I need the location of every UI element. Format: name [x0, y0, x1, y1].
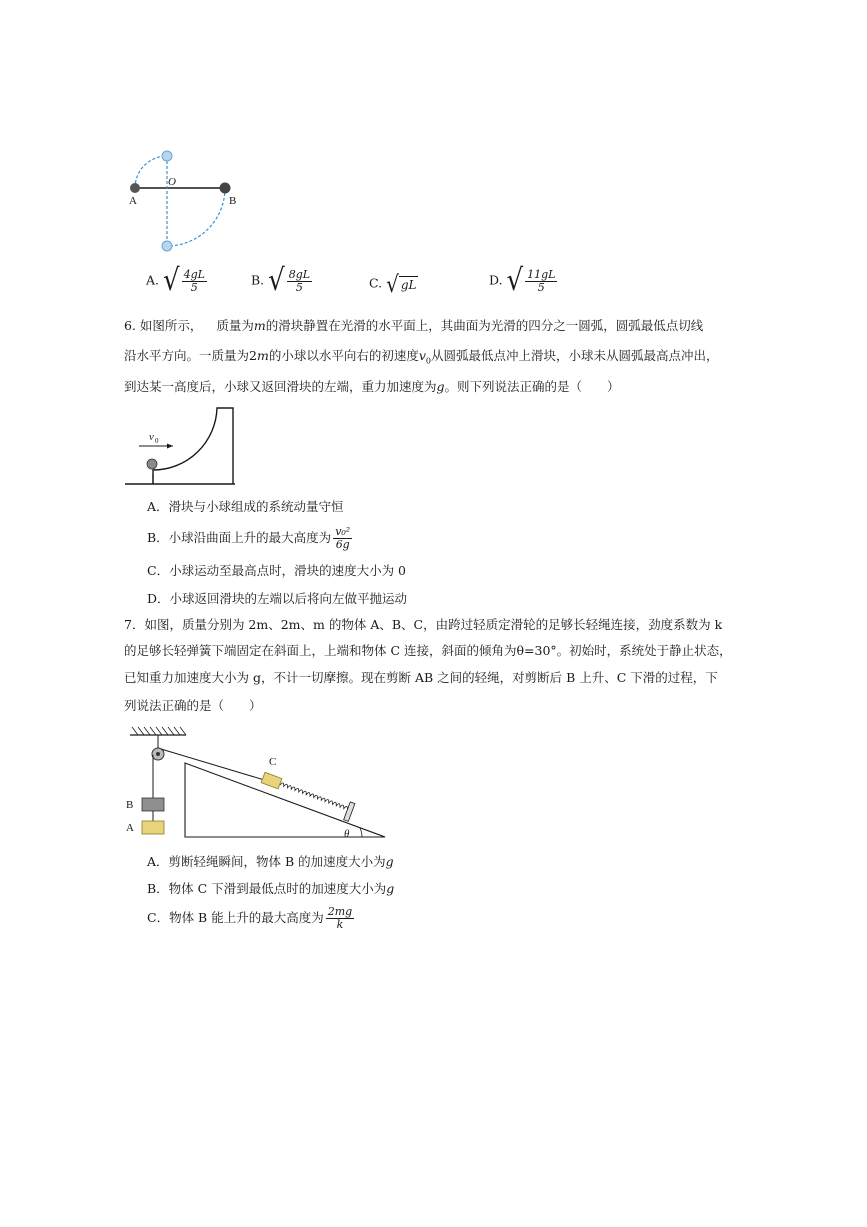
- q5-option-b: B. √ $\frac{8gL}{5}$: [251, 263, 311, 299]
- rotation-figure-drawing: [130, 151, 231, 251]
- label-c-block: C: [269, 756, 277, 768]
- sqrt-expression: √ $\frac{11gL}{5}$: [506, 263, 556, 299]
- q5-option-d: D. √ $\frac{11gL}{5}$: [489, 263, 556, 299]
- q6-stem-line-3: 到达某一高度后，小球又返回滑块的左端，重力加速度为g。则下列说法正确的是（ ）: [124, 379, 620, 394]
- label-v0: v: [149, 431, 154, 443]
- q5-option-a: A. √ $\frac{4gL}{5}$: [146, 263, 205, 299]
- label-a-block: A: [126, 822, 134, 834]
- q7-option-b: B．物体 C 下滑到最低点时的加速度大小为g: [147, 881, 395, 896]
- slider-block-drawing: [125, 408, 235, 484]
- sqrt-expression: √ $\frac{4gL}{5}$: [163, 263, 205, 299]
- q6-stem-line-2: 沿水平方向。一质量为2m的小球以水平向右的初速度$v_0$从圆弧最低点冲上滑块，小球未从圆弧最高点冲出，: [124, 348, 719, 366]
- label-a: A: [129, 195, 137, 207]
- q7-stem-line-3: 已知重力加速度大小为 g，不计一切摩擦。现在剪断 AB 之间的轻绳，对剪断后 B 上升、C 下滑的过程，下: [124, 670, 718, 685]
- q6-option-a: A．滑块与小球组成的系统动量守恒: [147, 499, 344, 514]
- incline-pulley-drawing: [130, 727, 388, 837]
- q5-option-c: C. √ gL: [369, 270, 417, 298]
- q7-stem-line-4: 列说法正确的是（ ）: [124, 698, 262, 713]
- q6-option-d: D．小球返回滑块的左端以后将向左做平抛运动: [147, 591, 408, 606]
- label-b: B: [229, 195, 237, 207]
- q7-option-c: C．物体 B 能上升的最大高度为 $\frac{2mg}{k}$: [147, 905, 353, 931]
- incline-pulley-figure: [126, 725, 395, 845]
- q7-stem-line-2: 的足够长轻弹簧下端固定在斜面上，上端和物体 C 连接，斜面的倾角为θ=30°。初始时，系统处于静止状态，: [124, 643, 732, 658]
- q6-option-b: B．小球沿曲面上升的最大高度为 $\frac{\text{v₀²}}{6g}$: [147, 525, 351, 551]
- label-v0-subscript: 0: [155, 437, 159, 445]
- q7-stem-line-1: 7．如图，质量分别为 2m、2m、m 的物体 A、B、C，由跨过轻质定滑轮的足够长轻绳连接，劲度系数为 k: [124, 617, 723, 632]
- q7-option-a: A．剪断轻绳瞬间，物体 B 的加速度大小为g: [147, 854, 394, 869]
- q6-option-c: C．小球运动至最高点时，滑块的速度大小为 0: [147, 563, 406, 578]
- sqrt-expression: √ $\frac{8gL}{5}$: [268, 263, 311, 299]
- label-b-block: B: [126, 799, 134, 811]
- q6-stem-line-1: 6. 如图所示， 质量为m的滑块静置在光滑的水平面上，其曲面为光滑的四分之一圆弧，圆弧最低点切线: [124, 318, 704, 333]
- label-o: O: [168, 176, 176, 188]
- rotation-figure: [125, 148, 245, 256]
- sqrt-expression: √ gL: [386, 270, 417, 298]
- label-theta: θ: [344, 828, 350, 840]
- slider-block-figure: [125, 404, 245, 494]
